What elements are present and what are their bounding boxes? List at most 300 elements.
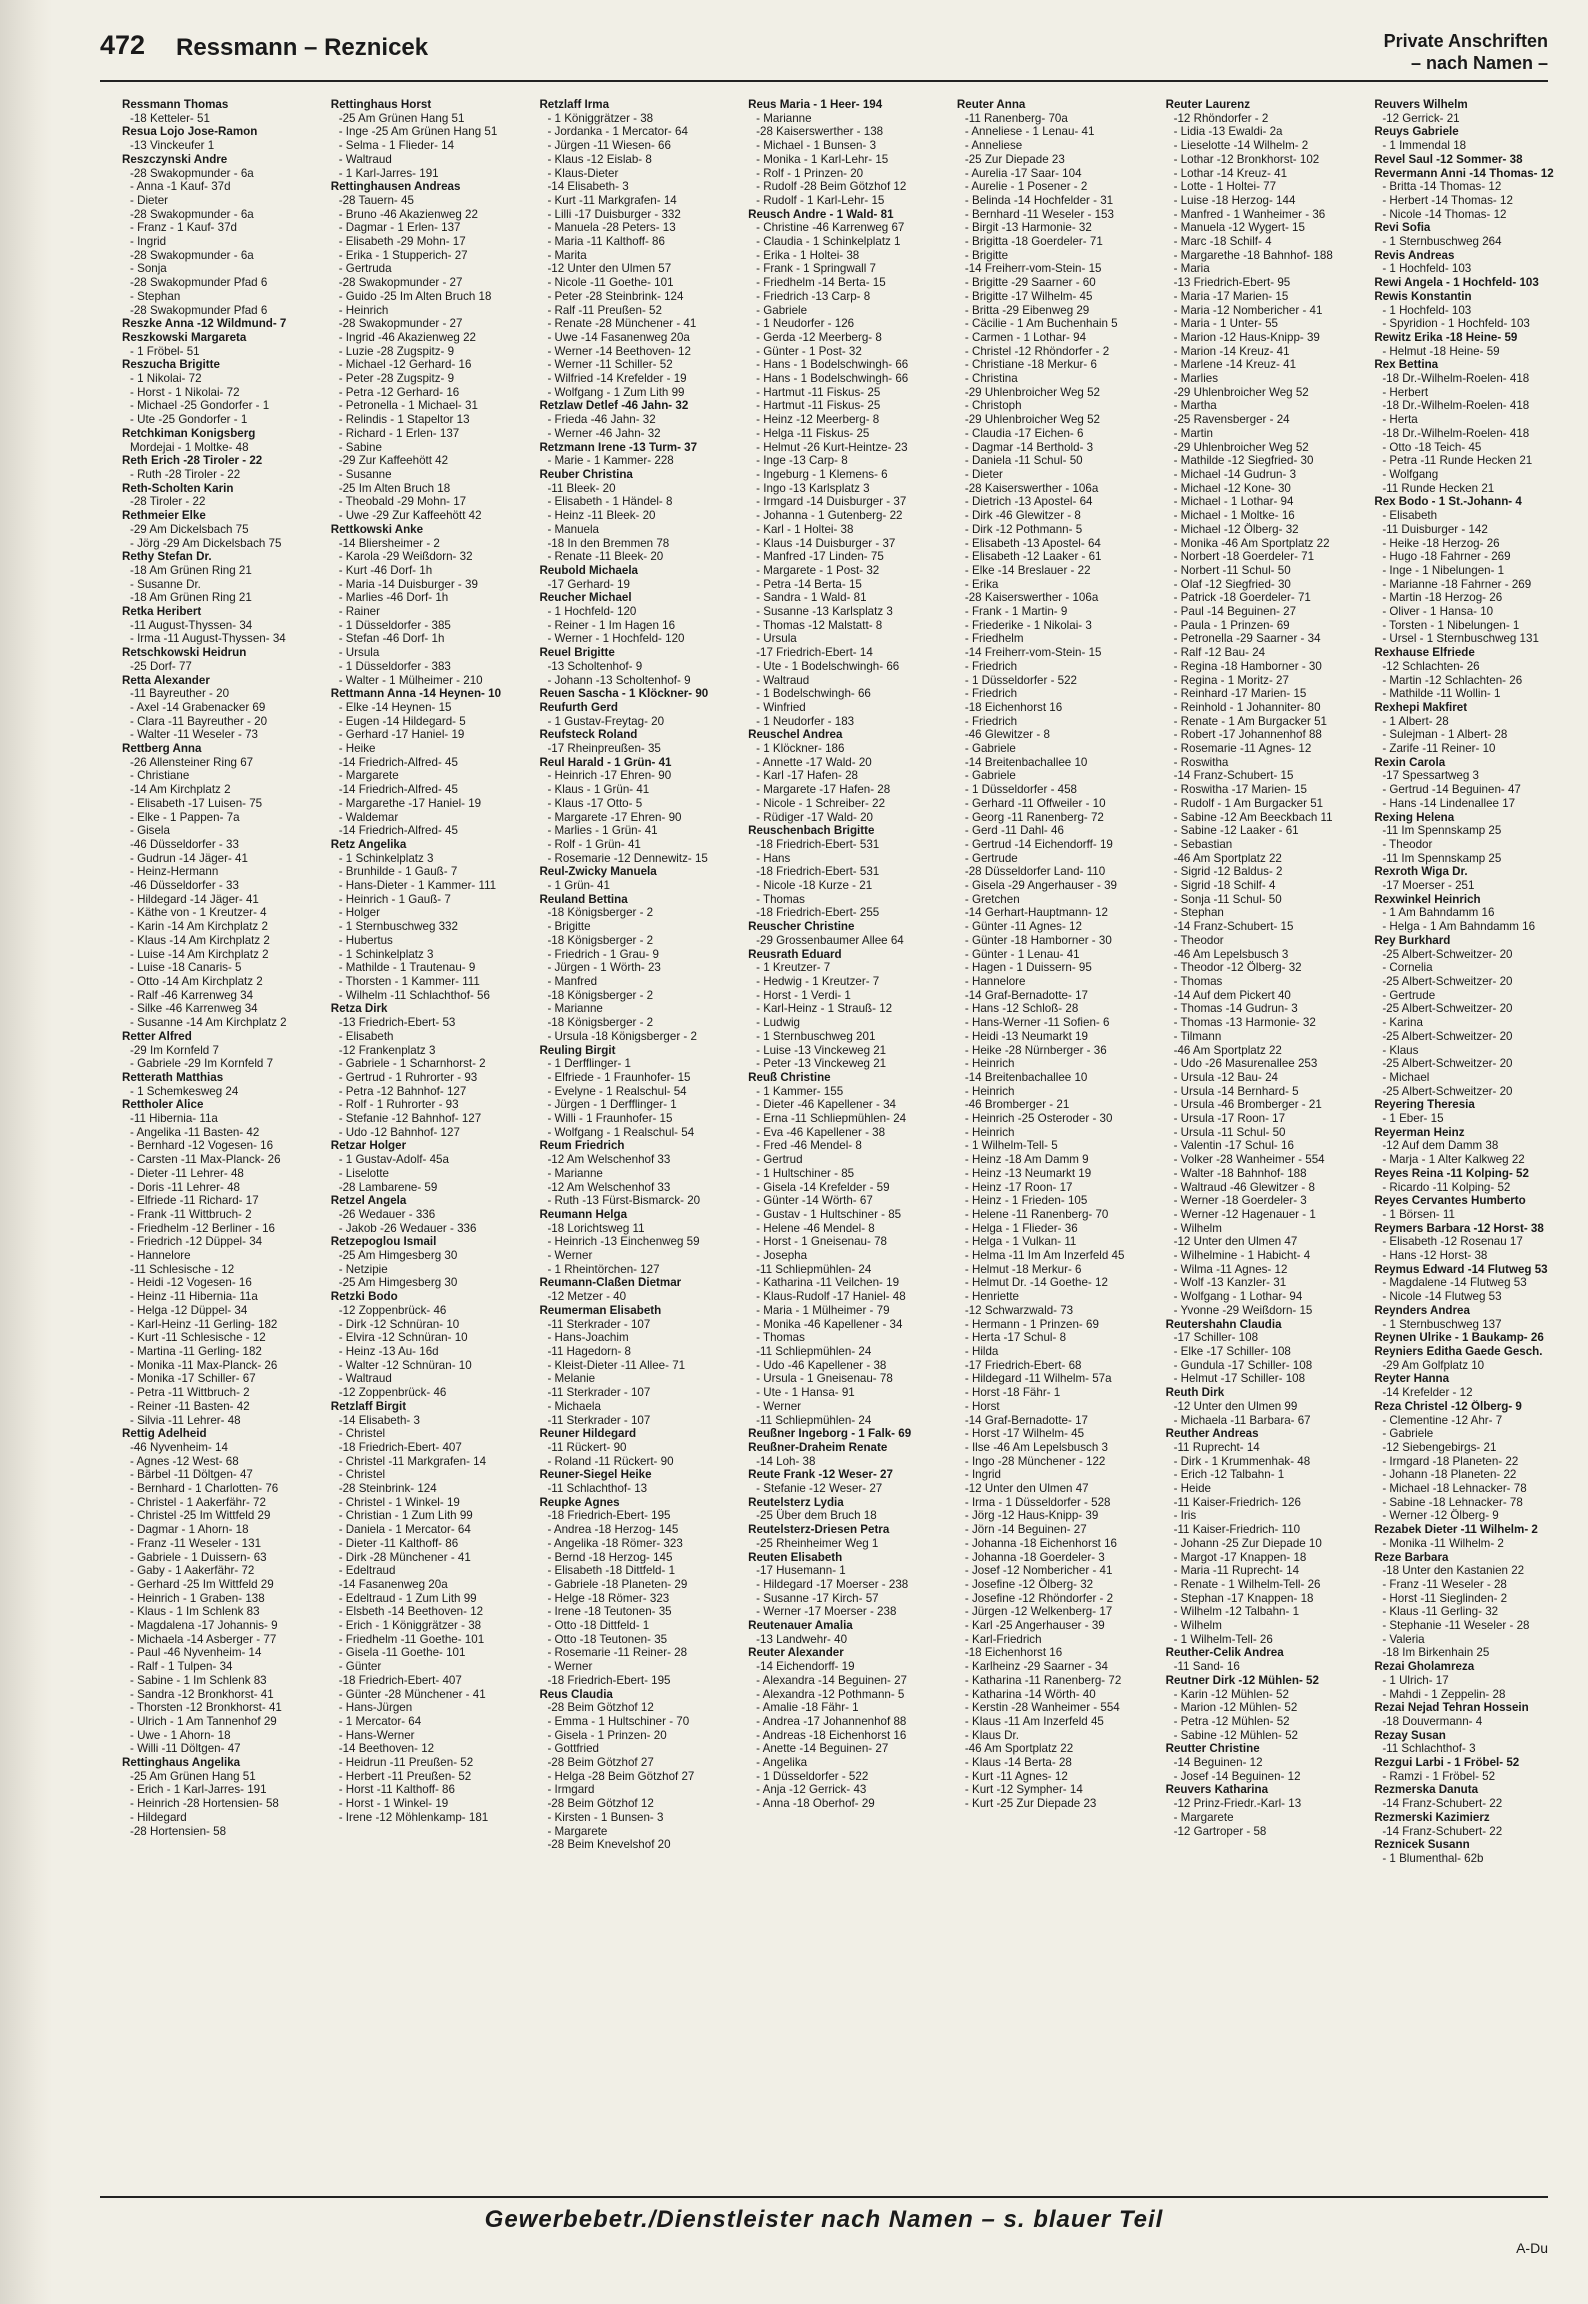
listing-entry-detail: - Monika -17 Schiller- 67 (130, 1372, 256, 1386)
listing-entry-detail: - Christiane -18 Merkur- 6 (964, 358, 1097, 372)
listing-entry-detail: - Angelika -18 Römer- 323 (547, 1536, 683, 1550)
listing-entry-detail: -29 Zur Kaffeehött 42 (338, 454, 449, 468)
listing-entry-name: Reynen Ulrike - 1 Baukamp- 26 (1374, 1331, 1544, 1345)
listing-entry-detail: - Georg -11 Ranenberg- 72 (964, 810, 1104, 824)
book-spine-shadow (0, 0, 52, 2304)
listing-entry-detail: - Tilmann (1173, 1029, 1222, 1043)
listing-entry-detail: - Josefine -12 Rhöndorfer - 2 (964, 1591, 1114, 1605)
listing-entry-detail: - Heinz -13 Neumarkt 19 (964, 1166, 1092, 1180)
listing-entry-name: Retchkiman Konigsberg (122, 426, 256, 440)
listing-entry-detail: - Hans -12 Schloß- 28 (964, 1002, 1079, 1016)
listing-entry-detail: -14 Fasanenweg 20a (338, 1577, 448, 1591)
listing-entry-detail: -28 Kaiserswerther - 106a (964, 591, 1099, 605)
listing-entry-detail: - Herbert (1382, 385, 1429, 399)
listing-entry-detail: - Klaus (1382, 1043, 1419, 1057)
listing-entry-detail: -18 Friedrich-Ebert- 407 (338, 1673, 462, 1687)
listing-entry-detail: - 1 Gustav-Adolf- 45a (338, 1153, 449, 1167)
listing-entry-detail: - Oliver - 1 Hansa- 10 (1382, 605, 1494, 619)
listing-entry-detail: - Wolf -13 Kanzler- 31 (1173, 1276, 1287, 1290)
listing-entry-detail: - Regina - 1 Moritz- 27 (1173, 673, 1289, 687)
listing-entry-detail: - Irene -18 Teutonen- 35 (547, 1605, 672, 1619)
listing-entry-detail: - Marion -14 Kreuz- 41 (1173, 344, 1290, 358)
page-footer (100, 2196, 1548, 2256)
listing-entry-detail: - Paul -14 Beguinen- 27 (1173, 605, 1297, 619)
listing-entry-detail: - Otto -18 Teutonen- 35 (547, 1632, 668, 1646)
listing-entry-detail: - Michael - 1 Bunsen- 3 (756, 139, 877, 153)
listing-entry-detail: - Friedhelm -12 Berliner - 16 (130, 1221, 275, 1235)
listing-entry-detail: - Martina -11 Gerling- 182 (130, 1344, 262, 1358)
listing-entry-detail: - Margarete (338, 769, 399, 783)
listing-entry-detail: - Spyridion - 1 Hochfeld- 103 (1382, 317, 1530, 331)
listing-entry-detail: -14 Freiherr-vom-Stein- 15 (964, 646, 1102, 660)
listing-entry-detail: - Hartmut -11 Fiskus- 25 (756, 399, 881, 413)
listing-entry-name: Reutter Christine (1165, 1742, 1260, 1756)
listing-entry-detail: - Volker -28 Wanheimer - 554 (1173, 1153, 1325, 1167)
listing-entry-detail: - Katharina -14 Wörth- 40 (964, 1687, 1096, 1701)
listing-entry-detail: - Sebastian (1173, 837, 1233, 851)
listing-entry-detail: - Marlene -14 Kreuz- 41 (1173, 358, 1297, 372)
listing-entry-detail: - 1 Ulrich- 17 (1382, 1673, 1449, 1687)
listing-entry-detail: -11 Schlesische - 12 (130, 1262, 235, 1276)
listing-entry-detail: - Wolfgang - 1 Realschul- 54 (547, 1125, 695, 1139)
listing-entry-detail: - Michaela (547, 1399, 601, 1413)
listing-entry-detail: -11 Hagedorn- 8 (547, 1344, 632, 1358)
listing-entry-detail: -18 Unter den Kastanien 22 (1382, 1564, 1525, 1578)
listing-entry-detail: - Heidrun -11 Preußen- 52 (338, 1756, 474, 1770)
listing-entry-name: Rethy Stefan Dr. (122, 550, 212, 564)
listing-entry-detail: - Mahdi - 1 Zeppelin- 28 (1382, 1687, 1506, 1701)
listing-entry-detail: - Maria -12 Nombericher - 41 (1173, 303, 1323, 317)
listing-entry-detail: - Gabriele (964, 742, 1016, 756)
listing-entry-name: Rezai Gholamreza (1374, 1660, 1475, 1674)
listing-entry-detail: - Marion -12 Mühlen- 52 (1173, 1701, 1298, 1715)
listing-entry-name: Revermann Anni -14 Thomas- 12 (1374, 166, 1554, 180)
listing-entry-detail: -11 Sterkrader - 107 (547, 1386, 651, 1400)
listing-entry-detail: - Gudrun -14 Jäger- 41 (130, 851, 248, 865)
listing-entry-name: Reuschel Andrea (748, 728, 843, 742)
listing-entry-detail: - Cornelia (1382, 961, 1433, 975)
listing-entry-name: Reufurth Gerd (539, 700, 619, 714)
listing-entry-detail: - Horst -11 Kalthoff- 86 (338, 1783, 455, 1797)
footer-note: Gewerbebetr./Dienstleister nach Namen – s. blauer Teil (484, 2206, 1164, 2233)
listing-entry-detail: - Walter -18 Bahnhof- 188 (1173, 1166, 1307, 1180)
listing-entry-detail: - Nicole -18 Kurze - 21 (756, 879, 873, 893)
listing-entry-detail: - Reiner - 1 Im Hagen 16 (547, 618, 676, 632)
listing-entry-detail: - Helene -46 Mendel- 8 (756, 1221, 875, 1235)
listing-entry-detail: - Ricardo -11 Kolping- 52 (1382, 1180, 1511, 1194)
listing-entry-detail: - Frieda -46 Jahn- 32 (547, 413, 656, 427)
listing-entry-detail: - Erika (964, 577, 999, 591)
listing-entry-detail: - Thomas (756, 1331, 805, 1345)
listing-entry-detail: - Klaus -11 Gerling- 32 (1382, 1605, 1499, 1619)
listing-entry-detail: - Doris -11 Lehrer- 48 (130, 1180, 240, 1194)
listing-entry-detail: - Elke -14 Breslauer - 22 (964, 563, 1091, 577)
listing-entry-detail: - Luise -14 Am Kirchplatz 2 (130, 947, 269, 961)
listing-entry-detail: - Waltraud (338, 1372, 392, 1386)
listing-entry-detail: - 1 Nikolai- 72 (130, 372, 202, 386)
listing-entry-detail: - 1 Hochfeld- 120 (547, 605, 637, 619)
listing-entry-detail: - Patrick -18 Goerdeler- 71 (1173, 591, 1311, 605)
listing-entry-detail: -18 Dr.-Wilhelm-Roelen- 418 (1382, 399, 1530, 413)
listing-entry-name: Reszkowski Margareta (122, 330, 247, 344)
listing-entry-detail: - Ingo -13 Karlsplatz 3 (756, 481, 870, 495)
listing-entry-detail: - Manuela -28 Peters- 13 (547, 221, 676, 235)
listing-entry-detail: - Kurt -11 Agnes- 12 (964, 1769, 1068, 1783)
listing-entry-name: Reznicek Susann (1374, 1838, 1470, 1852)
listing-entry-detail: - Luise -18 Canaris- 5 (130, 961, 242, 975)
listing-entry-detail: - Karl-Heinz -11 Gerling- 182 (130, 1317, 278, 1331)
listing-entry-detail: - 1 Karl-Jarres- 191 (338, 166, 439, 180)
listing-entry-detail: - 1 Düsseldorfer - 383 (338, 659, 451, 673)
listing-entry-detail: -14 Elisabeth- 3 (338, 1413, 420, 1427)
listing-entry-detail: - Ursula -18 Königsberger - 2 (547, 1029, 697, 1043)
listing-entry-detail: - Werner - 1 Hochfeld- 120 (547, 632, 685, 646)
listing-entry-detail: -13 Scholtenhof- 9 (547, 659, 643, 673)
listing-entry-name: Reutelsterz Lydia (748, 1495, 844, 1509)
listing-entry-detail: - Maria -11 Kalthoff- 86 (547, 235, 665, 249)
listing-entry-detail: - Wilhelm (1173, 1619, 1222, 1633)
listing-entry-detail: - Walter - 1 Mülheimer - 210 (338, 673, 483, 687)
listing-entry-detail: - Horst - 1 Winkel- 19 (338, 1797, 449, 1811)
listing-entry-detail: - Ruth -13 Fürst-Bismarck- 20 (547, 1194, 701, 1208)
listing-entry-detail: - Katharina -11 Veilchen- 19 (756, 1276, 900, 1290)
listing-entry-name: Retschkowski Heidrun (122, 646, 247, 660)
listing-entry-detail: -46 Düsseldorfer - 33 (130, 879, 239, 893)
listing-entry-name: Rewi Angela - 1 Hochfeld- 103 (1374, 276, 1539, 290)
listing-entry-detail: -28 Kaiserswerther - 138 (756, 125, 884, 139)
listing-entry-name: Reze Barbara (1374, 1550, 1449, 1564)
listing-entry-detail: - Stephanie -11 Weseler - 28 (1382, 1619, 1530, 1633)
listing-entry-name: Rettinghaus Angelika (122, 1756, 241, 1770)
listing-entry-name: Reutershahn Claudia (1165, 1317, 1282, 1331)
listing-entry-detail: - Annette -17 Wald- 20 (756, 755, 872, 769)
listing-entry-name: Rettkowski Anke (330, 522, 424, 536)
listing-entry-detail: -18 Eichenhorst 16 (964, 700, 1063, 714)
listing-entry-detail: - Waldemar (338, 810, 399, 824)
listing-entry-name: Rezai Nejad Tehran Hossein (1374, 1701, 1529, 1715)
listing-entry-detail: - Bruno -46 Akazienweg 22 (338, 207, 478, 221)
listing-entry-detail: - Brigitte (547, 920, 591, 934)
listing-entry-detail: - Gabriele - 1 Scharnhorst- 2 (338, 1057, 486, 1071)
listing-entry-detail: - 1 Börsen- 11 (1382, 1207, 1455, 1221)
listing-entry-detail: - 1 Neudorfer - 126 (756, 317, 855, 331)
listing-entry-detail: -18 Ketteler- 51 (130, 111, 210, 125)
listing-entry-detail: - Klaus -17 Otto- 5 (547, 796, 643, 810)
listing-entry-detail: - Brigitte -29 Saarner - 60 (964, 276, 1096, 290)
listing-entry-detail: -14 Krefelder - 12 (1382, 1386, 1473, 1400)
listing-entry-detail: - Silke -46 Karrenweg 34 (130, 1002, 258, 1016)
listing-entry-detail: - Anette -14 Beguinen- 27 (756, 1742, 889, 1756)
listing-entry-detail: - Christel -12 Rhöndorfer - 2 (964, 344, 1110, 358)
listing-entry-detail: - Otto -14 Am Kirchplatz 2 (130, 975, 263, 988)
listing-entry-detail: -29 Am Dickelsbach 75 (130, 522, 249, 536)
listing-entry-detail: - Frank - 1 Springwall 7 (756, 262, 876, 276)
listing-entry-detail: - Günter -14 Wörth- 67 (756, 1194, 873, 1208)
listing-entry-detail: -46 Glewitzer - 8 (964, 728, 1050, 742)
listing-entry-detail: -12 Am Welschenhof 33 (547, 1180, 671, 1194)
listing-entry-name: Reth-Scholten Karin (122, 481, 234, 495)
listing-entry-detail: - Helga -11 Fiskus- 25 (756, 426, 870, 440)
listing-entry-detail: - Aurelie - 1 Posener - 2 (964, 180, 1088, 194)
listing-entry-detail: - Sonja -11 Schul- 50 (1173, 892, 1282, 906)
listing-entry-detail: - Valentin -17 Schul- 16 (1173, 1139, 1294, 1153)
listing-entry-name: Reute Frank -12 Weser- 27 (748, 1468, 893, 1482)
listing-entry-detail: - Michael -14 Gudrun- 3 (1173, 467, 1297, 481)
listing-entry-detail: -12 Zoppenbrück- 46 (338, 1386, 447, 1400)
listing-entry-detail: - Carsten -11 Max-Planck- 26 (130, 1153, 281, 1167)
listing-entry-detail: - Hans-Werner -11 Sofien- 6 (964, 1016, 1110, 1030)
listing-entry-detail: -14 Franz-Schubert- 15 (1173, 769, 1294, 783)
listing-entry-detail: - Karina (1382, 1016, 1423, 1030)
listing-entry-detail: - Wolfgang - 1 Lothar- 94 (1173, 1290, 1303, 1304)
listing-entry-name: Rezabek Dieter -11 Wilhelm- 2 (1374, 1523, 1538, 1537)
listing-entry-name: Ressmann Thomas (122, 98, 229, 111)
listing-entry-detail: - Christine -46 Karrenweg 67 (756, 221, 905, 235)
listing-entry-detail: - Hans -12 Horst- 38 (1382, 1249, 1488, 1263)
listing-entry-detail: - Maria -11 Ruprecht- 14 (1173, 1564, 1300, 1578)
listing-entry-name: Rezmerski Kazimierz (1374, 1810, 1490, 1824)
listing-entry-detail: - Käthe von - 1 Kreutzer- 4 (130, 906, 267, 920)
listing-entry-detail: - Helga - 1 Flieder- 36 (964, 1221, 1078, 1235)
listing-entry-detail: - Sulejman - 1 Albert- 28 (1382, 728, 1508, 742)
listing-entry-detail: -29 Am Golfplatz 10 (1382, 1358, 1485, 1372)
listing-entry-detail: - Maria -17 Marien- 15 (1173, 289, 1289, 303)
listing-entry-detail: -18 Dr.-Wilhelm-Roelen- 418 (1382, 426, 1530, 440)
listing-entry-detail: - Petra -12 Bahnhof- 127 (338, 1084, 467, 1098)
listing-entry-detail: - Susanne -13 Karlsplatz 3 (756, 605, 893, 619)
listing-entry-detail: - Monika -46 Am Sportplatz 22 (1173, 536, 1330, 550)
listing-entry-detail: - Uwe -14 Fasanenweg 20a (547, 330, 690, 344)
listing-entry-name: Revel Saul -12 Sommer- 38 (1374, 152, 1523, 166)
listing-entry-detail: - Klaus -14 Am Kirchplatz 2 (130, 933, 270, 947)
listing-entry-name: Reuland Bettina (539, 892, 628, 906)
listing-entry-detail: - Werner (547, 1660, 593, 1674)
listing-entry-detail: - Heike (338, 742, 376, 756)
listing-entry-detail: - Silvia -11 Lehrer- 48 (130, 1413, 241, 1427)
listing-entry-detail: -28 Swakopmunder Pfad 6 (130, 276, 268, 290)
listing-entry-name: Rexin Carola (1374, 755, 1446, 769)
listing-entry-detail: - Werner -14 Beethoven- 12 (547, 344, 691, 358)
listing-entry-detail: - Netzipie (338, 1262, 388, 1276)
listing-entry-detail: -25 Albert-Schweitzer- 20 (1382, 1084, 1513, 1098)
listing-entry-detail: -12 Unter den Ulmen 57 (547, 262, 672, 276)
listing-entry-detail: - Clara -11 Bayreuther - 20 (130, 714, 268, 728)
listing-entry-detail: - Hans - 1 Bodelschwingh- 66 (756, 372, 909, 386)
listing-entry-detail: -26 Allensteiner Ring 67 (130, 755, 254, 769)
listing-entry-detail: - Christina (964, 372, 1018, 386)
listing-entry-detail: -11 Bayreuther - 20 (130, 687, 230, 701)
listing-entry-detail: - 1 Blumenthal- 62b (1382, 1852, 1484, 1865)
listing-entry-detail: - Werner (756, 1399, 802, 1413)
listing-entry-detail: - Luzie -28 Zugspitz- 9 (338, 344, 455, 358)
listing-entry-detail: - Jürgen -11 Wiesen- 66 (547, 139, 671, 153)
listing-entry-detail: -18 Friedrich-Ebert- 195 (547, 1509, 671, 1523)
listing-entry-detail: -14 Freiherr-vom-Stein- 15 (964, 262, 1102, 276)
listing-entry-detail: -11 Kaiser-Friedrich- 110 (1173, 1523, 1301, 1537)
listing-entry-detail: - Belinda -14 Hochfelder - 31 (964, 193, 1114, 207)
listing-entry-detail: - Ulrich - 1 Am Tannenhof 29 (130, 1714, 277, 1728)
listing-entry-detail: - Heinrich -25 Osteroder - 30 (964, 1112, 1113, 1126)
listing-entry-detail: - Ute -25 Gondorfer - 1 (130, 413, 248, 427)
listing-entry-detail: - Christian - 1 Zum Lith 99 (338, 1509, 473, 1523)
listing-entry-name: Reynders Andrea (1374, 1303, 1470, 1317)
listing-entry-detail: - Elvira -12 Schnüran- 10 (338, 1331, 468, 1345)
listing-entry-detail: - Werner -11 Schiller- 52 (547, 358, 673, 372)
listing-entry-name: Rettinghausen Andreas (330, 180, 461, 194)
listing-entry-detail: - Michael -18 Lehnacker- 78 (1382, 1482, 1527, 1496)
listing-entry-name: Reuter Anna (956, 98, 1026, 111)
listing-entry-detail: - 1 Wilhelm-Tell- 26 (1173, 1632, 1273, 1646)
listing-entry-detail: - Horst -17 Wilhelm- 45 (964, 1427, 1085, 1441)
listing-entry-detail: - Kurt -25 Zur Diepade 23 (964, 1797, 1097, 1811)
listing-entry-detail: - Ute - 1 Bodelschwingh- 66 (756, 659, 900, 673)
listing-entry-detail: - Ruth -28 Tiroler - 22 (130, 467, 241, 481)
listing-entry-detail: - Inge -13 Carp- 8 (756, 454, 848, 468)
listing-entry-detail: -12 Metzer - 40 (547, 1290, 627, 1304)
listing-entry-detail: - Marianne (756, 111, 812, 125)
listing-entry-detail: - Rudolf - 1 Am Burgacker 51 (1173, 796, 1324, 810)
listing-entry-detail: - Paul -46 Nyvenheim- 14 (130, 1646, 262, 1660)
listing-entry-detail: - Heinrich - 1 Gauß- 7 (338, 892, 451, 906)
listing-entry-detail: -14 Auf dem Pickert 40 (1173, 988, 1291, 1002)
listing-entry-detail: - Erich -12 Talbahn- 1 (1173, 1468, 1285, 1482)
listing-entry-detail: - Ursula (338, 646, 380, 660)
listing-entry-detail: - Monika -11 Wilhelm- 2 (1382, 1536, 1504, 1550)
listing-entry-detail: -29 Uhlenbroicher Weg 52 (1173, 385, 1309, 399)
listing-entry-name: Resua Lojo Jose-Ramon (122, 125, 258, 139)
listing-entry-detail: - Gerda -12 Meerberg- 8 (756, 330, 882, 344)
listing-entry-detail: - Gabriele -18 Planeten- 29 (547, 1577, 688, 1591)
listing-entry-detail: -25 Im Alten Bruch 18 (338, 481, 451, 495)
listing-entry-detail: - Heinz-Hermann (130, 865, 219, 879)
listing-entry-detail: -11 Rückert- 90 (547, 1440, 627, 1454)
listing-entry-name: Reymers Barbara -12 Horst- 38 (1374, 1221, 1544, 1235)
listing-entry-name: Reusch Andre - 1 Wald- 81 (748, 207, 894, 221)
listing-entry-detail: - Melanie (547, 1372, 596, 1386)
listing-entry-detail: -28 Beim Götzhof 12 (547, 1701, 654, 1715)
listing-entry-detail: - 1 Düsseldorfer - 522 (756, 1769, 869, 1783)
listing-entry-detail: -14 Am Kirchplatz 2 (130, 783, 231, 797)
listing-entry-name: Reußner Ingeborg - 1 Falk- 69 (748, 1427, 912, 1441)
listing-entry-detail: -13 Friedrich-Ebert- 95 (1173, 276, 1291, 290)
listing-entry-detail: - Ursel - 1 Sternbuschweg 131 (1382, 632, 1539, 646)
listing-entry-detail: - Udo -46 Kapellener - 38 (756, 1358, 887, 1372)
listing-entry-detail: - Herta (1382, 413, 1418, 427)
listing-entry-detail: - Yvonne -29 Weißdorn- 15 (1173, 1303, 1313, 1317)
listing-entry-detail: -18 Lorichtsweg 11 (547, 1221, 645, 1235)
listing-entry-detail: - Elke - 1 Pappen- 7a (130, 810, 240, 824)
listing-entry-detail: - 1 Am Bahndamm 16 (1382, 906, 1495, 920)
listing-entry-detail: - Helge -18 Römer- 323 (547, 1591, 670, 1605)
listing-entry-detail: - Walter -11 Weseler - 73 (130, 728, 258, 742)
listing-entry-detail: -25 Zur Diepade 23 (964, 152, 1065, 166)
listing-entry-name: Retz Angelika (330, 837, 407, 851)
listing-entry-detail: - Udo -26 Masurenallee 253 (1173, 1057, 1318, 1071)
listing-entry-detail: - Hilda (964, 1344, 999, 1358)
listing-entry-detail: -14 Beguinen- 12 (1173, 1756, 1263, 1770)
listing-entry-detail: - Gottfried (547, 1742, 599, 1756)
listing-entry-detail: - Margarethe -17 Haniel- 19 (338, 796, 482, 810)
listing-entry-detail: - Daniela - 1 Mercator- 64 (338, 1523, 471, 1537)
listing-entry-detail: - Friedhelm -11 Goethe- 101 (338, 1632, 485, 1646)
listing-entry-detail: -29 Uhlenbroicher Weg 52 (1173, 440, 1309, 454)
listing-entry-detail: - Hans-Jürgen (338, 1701, 413, 1715)
listing-entry-name: Rettberg Anna (122, 742, 202, 756)
listing-entry-detail: - Ludwig (756, 1016, 800, 1030)
listing-entry-detail: - Helga - 1 Am Bahndamm 16 (1382, 920, 1536, 934)
listing-entry-detail: -14 Breitenbachallee 10 (964, 755, 1088, 769)
listing-entry-detail: - Reinhold - 1 Johanniter- 80 (1173, 700, 1321, 714)
listing-entry-detail: - 1 Bodelschwingh- 66 (756, 687, 871, 701)
listing-entry-detail: - Dagmar - 1 Erlen- 137 (338, 221, 461, 235)
listing-entry-name: Reszczynski Andre (122, 152, 228, 166)
listing-entry-name: Rethmeier Elke (122, 509, 206, 523)
listing-entry-detail: -14 Breitenbachallee 10 (964, 1070, 1088, 1084)
listing-entry-detail: - Theodor (1382, 837, 1433, 851)
listing-entry-detail: - Gerhard -25 Im Wittfeld 29 (130, 1577, 274, 1591)
listing-entry-detail: - Wilhelm (1173, 1221, 1222, 1235)
listing-entry-detail: - Brigitte (964, 248, 1009, 262)
listing-entry-name: Reyerman Heinz (1374, 1125, 1465, 1139)
listing-entry-detail: -13 Landwehr- 40 (756, 1632, 848, 1646)
listing-entry-detail: - Anneliese - 1 Lenau- 41 (964, 125, 1095, 139)
listing-entry-detail: - Guido -25 Im Alten Bruch 18 (338, 289, 492, 303)
listing-entry-name: Reuling Birgit (539, 1043, 616, 1057)
listing-entry-detail: - Edeltraud (338, 1564, 396, 1578)
listing-entry-detail: - Jörn -14 Beguinen- 27 (964, 1523, 1087, 1537)
listing-entry-name: Rexroth Wiga Dr. (1374, 865, 1468, 879)
listing-entry-detail: - Willi -11 Döltgen- 47 (130, 1742, 241, 1756)
listing-entry-detail: - Sandra -12 Bronkhorst- 41 (130, 1687, 274, 1701)
listing-entry-detail: - Ursula -11 Schul- 50 (1173, 1125, 1286, 1139)
listing-entry-detail: - Irma -11 August-Thyssen- 34 (130, 632, 286, 646)
listing-entry-detail: - Petra -14 Berta- 15 (756, 577, 862, 591)
listing-entry-detail: - Susanne -14 Am Kirchplatz 2 (130, 1016, 287, 1030)
listing-entry-name: Retzar Holger (330, 1139, 407, 1153)
listing-entry-detail: - Ramzi - 1 Fröbel- 52 (1382, 1769, 1496, 1783)
listing-entry-name: Reus Claudia (539, 1687, 613, 1701)
listing-column-5 (957, 98, 1160, 2186)
listing-entry-detail: - Manfred -17 Linden- 75 (756, 550, 884, 564)
listing-entry-name: Reuner Hildegard (539, 1427, 637, 1441)
listing-entry-name: Reza Christel -12 Ölberg- 9 (1374, 1399, 1522, 1413)
listing-entry-detail: -18 Friedrich-Ebert- 255 (756, 906, 880, 920)
listing-entry-detail: - Winfried (756, 700, 806, 714)
listing-entry-detail: - Heinz -11 Hibernia- 11a (130, 1290, 258, 1304)
listing-entry-detail: - Heinrich (964, 1125, 1015, 1139)
listing-entry-detail: - Lothar -14 Kreuz- 41 (1173, 166, 1288, 180)
listing-entry-detail: - Gertrude (964, 851, 1018, 865)
listing-entry-detail: - Franz -11 Weseler - 28 (1382, 1577, 1507, 1591)
listing-columns (122, 98, 1577, 2186)
listing-entry-detail: - Emma - 1 Hultschiner - 70 (547, 1714, 690, 1728)
listing-entry-detail: - Petronella -29 Saarner - 34 (1173, 632, 1321, 646)
listing-entry-detail: - 1 Hultschiner - 85 (756, 1166, 855, 1180)
listing-entry-detail: -25 Am Himgesberg 30 (338, 1276, 458, 1290)
listing-entry-detail: -28 Tiroler - 22 (130, 495, 206, 509)
listing-entry-detail: - Stephan (1173, 906, 1224, 920)
listing-entry-detail: - Karl - 1 Holtei- 38 (756, 522, 854, 536)
listing-entry-detail: - 1 Sternbuschweg 201 (756, 1029, 876, 1043)
listing-entry-detail: - Rolf - 1 Grün- 41 (547, 837, 641, 851)
listing-entry-detail: - Michaela -14 Asberger - 77 (130, 1632, 277, 1646)
listing-entry-detail: - Lotte - 1 Holtei- 77 (1173, 180, 1277, 194)
listing-entry-detail: - Ursula -46 Bromberger - 21 (1173, 1098, 1322, 1112)
listing-entry-detail: - Theodor -12 Ölberg- 32 (1173, 961, 1302, 975)
listing-entry-detail: -11 Hibernia- 11a (130, 1112, 218, 1126)
listing-entry-detail: - Jürgen - 1 Wörth- 23 (547, 961, 661, 975)
listing-entry-name: Reußner-Draheim Renate (748, 1440, 888, 1454)
